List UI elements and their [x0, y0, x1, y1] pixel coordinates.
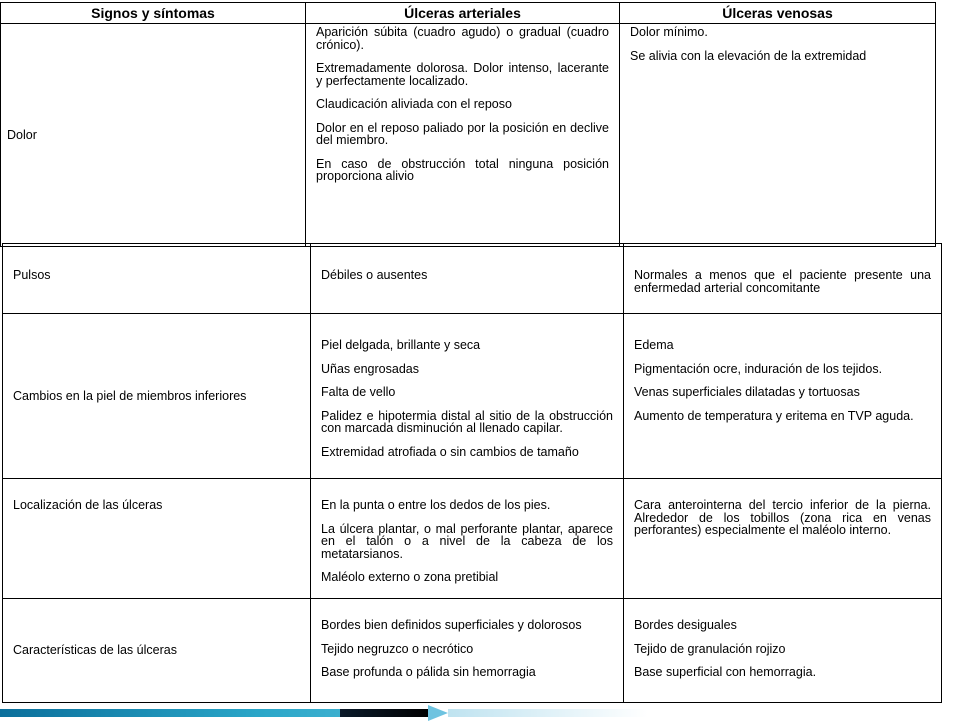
footer-bar-dark — [340, 709, 430, 717]
table-header-row — [1, 3, 936, 24]
cell-paragraph: Cara anterointerna del tercio inferior de la pierna. Alrededor de los tobillos (zona rica en venas perforantes) especialmente el maléolo interno. — [634, 498, 931, 537]
cell-paragraph: Normales a menos que el paciente presente una enfermedad arterial concomitante — [634, 268, 931, 295]
cell-paragraph: Dolor mínimo. — [630, 25, 708, 39]
slide-footer-bar — [0, 705, 960, 720]
symptoms-table-top — [0, 2, 936, 247]
table-row-dolor — [1, 24, 936, 247]
venous-cell — [620, 24, 936, 247]
footer-bar-fade — [448, 709, 648, 717]
cell-paragraph: Extremadamente dolorosa. Dolor intenso, lacerante y perfectamente localizado. — [316, 61, 609, 88]
cell-paragraph: En caso de obstrucción total ninguna posición proporciona alivio — [316, 156, 609, 183]
cell-paragraph: Maléolo externo o zona pretibial — [321, 570, 499, 584]
cell-paragraph: Se alivia con la elevación de la extremidad — [630, 48, 867, 63]
table-row-pulsos — [3, 244, 942, 314]
footer-arrow-icon — [428, 705, 448, 721]
table-row-cambios-piel — [3, 314, 942, 479]
cell-paragraph: Base superficial con hemorragia. — [634, 665, 817, 679]
cell-paragraph: Falta de vello — [321, 385, 396, 399]
cell-paragraph: La úlcera plantar, o mal perforante plantar, aparece en el talón o a nivel de la cabeza de los metatarsianos. — [321, 521, 613, 561]
cell-paragraph: Tejido negruzco o necrótico — [321, 641, 474, 656]
row-label: Dolor — [1, 24, 306, 247]
arterial-cell — [311, 479, 624, 599]
table-row-caracteristicas — [3, 599, 942, 703]
cell-paragraph: Dolor en el reposo paliado por la posición en declive del miembro. — [316, 120, 609, 147]
cell-paragraph: Bordes desiguales — [634, 618, 737, 632]
row-label: Características de las úlceras — [3, 599, 311, 703]
cell-paragraph: Aumento de temperatura y eritema en TVP aguda. — [634, 408, 914, 423]
cell-paragraph: Base profunda o pálida sin hemorragia — [321, 665, 536, 679]
cell-paragraph: Tejido de granulación rojizo — [634, 641, 786, 656]
header-venous: Úlceras venosas — [620, 3, 936, 24]
cell-paragraph: Extremidad atrofiada o sin cambios de tamaño — [321, 444, 579, 459]
cell-paragraph: En la punta o entre los dedos de los pies. — [321, 498, 551, 512]
arterial-cell — [311, 314, 624, 479]
venous-cell — [624, 244, 942, 314]
cell-paragraph: Venas superficiales dilatadas y tortuosas — [634, 385, 860, 399]
arterial-cell — [311, 599, 624, 703]
venous-cell — [624, 314, 942, 479]
arterial-cell — [311, 244, 624, 314]
cell-paragraph: Claudicación aliviada con el reposo — [316, 97, 512, 111]
symptoms-table-bottom — [2, 243, 942, 703]
cell-paragraph: Aparición súbita (cuadro agudo) o gradual (cuadro crónico). — [316, 25, 609, 52]
venous-cell — [624, 599, 942, 703]
row-label: Pulsos — [3, 244, 311, 314]
cell-paragraph: Pigmentación ocre, induración de los tejidos. — [634, 361, 883, 376]
header-arterial: Úlceras arteriales — [306, 3, 620, 24]
header-signs: Signos y síntomas — [1, 3, 306, 24]
cell-paragraph: Débiles o ausentes — [321, 268, 428, 282]
cell-paragraph: Piel delgada, brillante y seca — [321, 338, 481, 352]
venous-cell — [624, 479, 942, 599]
table-row-localizacion — [3, 479, 942, 599]
cell-paragraph: Bordes bien definidos superficiales y dolorosos — [321, 618, 582, 632]
row-label: Cambios en la piel de miembros inferiores — [3, 314, 311, 479]
row-label: Localización de las úlceras — [3, 479, 311, 599]
arterial-cell — [306, 24, 620, 247]
cell-paragraph: Edema — [634, 338, 674, 352]
cell-paragraph: Palidez e hipotermia distal al sitio de la obstrucción con marcada disminución al llenado capilar. — [321, 408, 613, 435]
cell-paragraph: Uñas engrosadas — [321, 361, 419, 376]
